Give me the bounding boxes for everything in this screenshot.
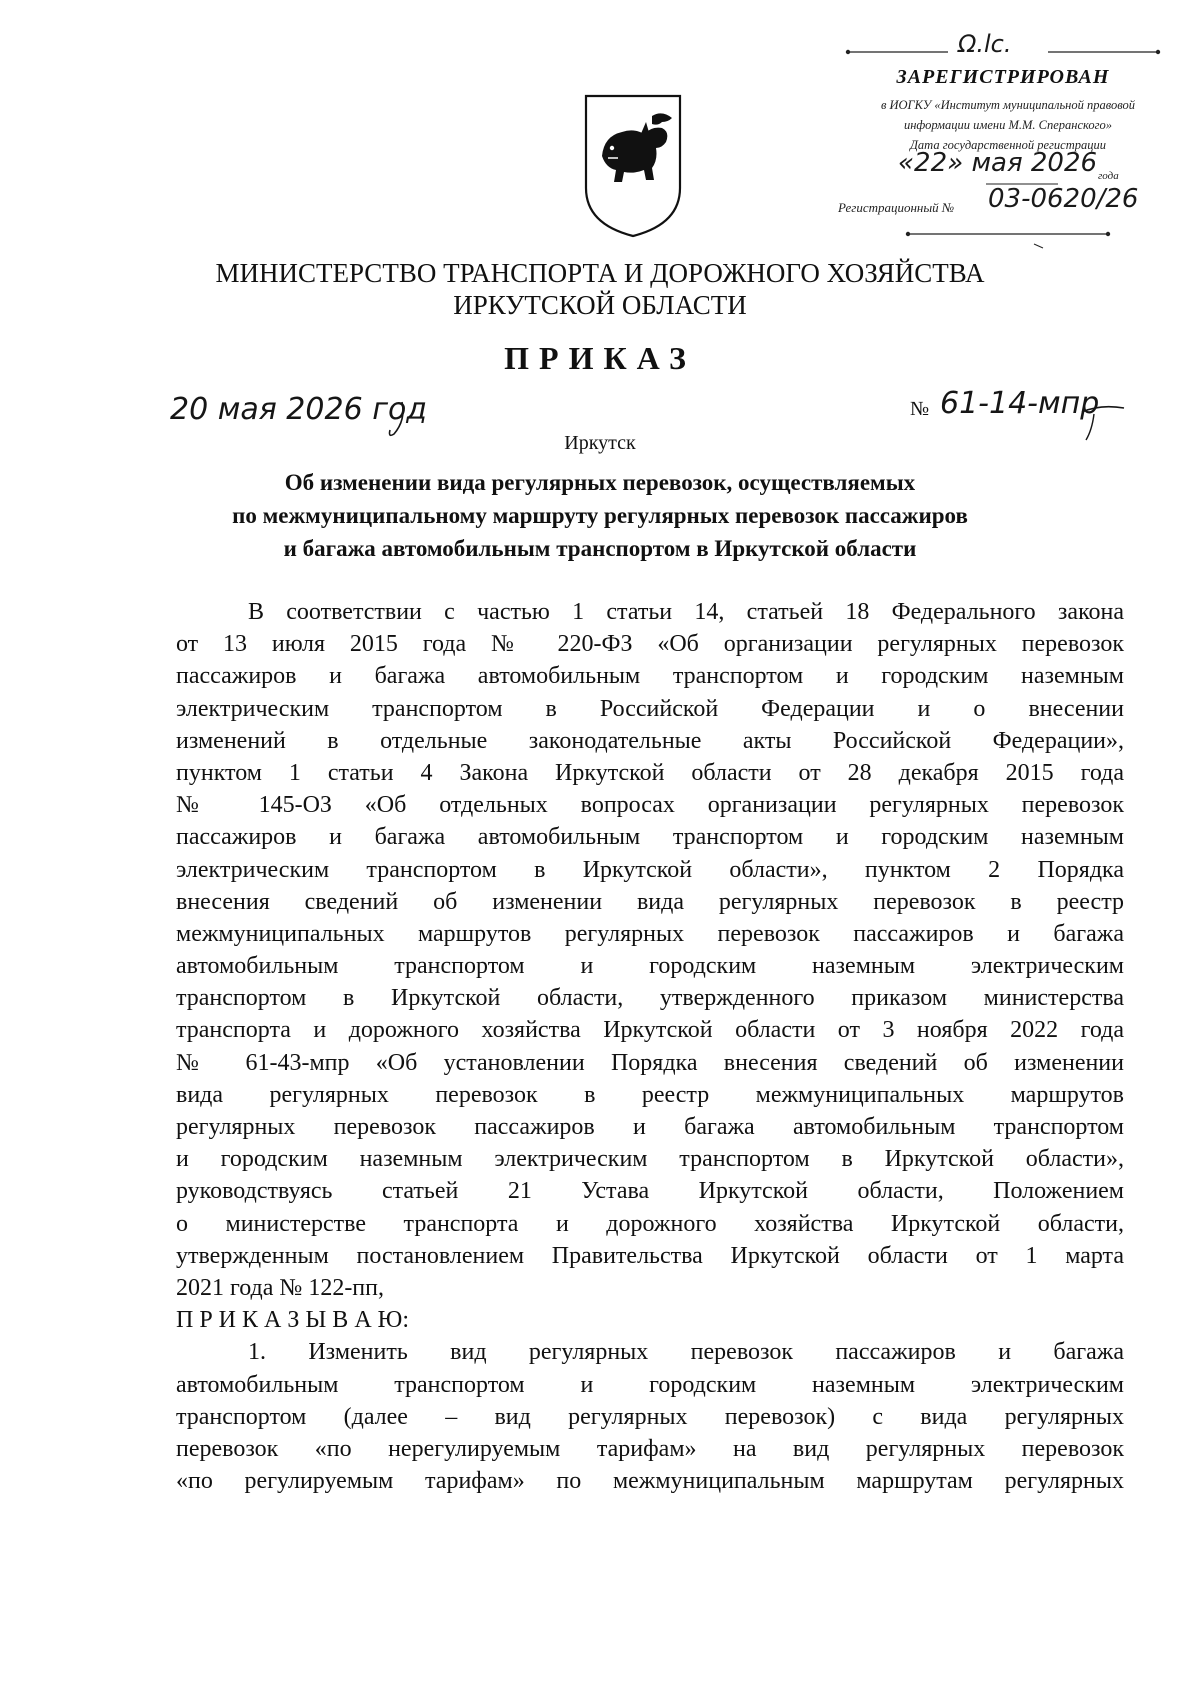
subject-line: по межмуниципальному маршруту регулярных перевозок пассажиров [232,503,968,528]
body-line: транспорта и дорожного хозяйства Иркутской области от 3 ноября 2022 года [176,1017,1124,1044]
stamp-reg-label: Регистрационный № [838,200,955,215]
subject-line: и багажа автомобильным транспортом в Иркутской области [283,536,917,561]
body-line: внесения сведений об изменении вида регулярных перевозок в реестр [176,888,1124,915]
stamp-registration-date: «22» мая 2026 [898,148,1098,178]
body-line: 2021 года № 122-пп, [176,1274,384,1301]
stamp-signature: Ω.lc. [958,30,1012,58]
body-line: регулярных перевозок пассажиров и багажа автомобильным транспортом [176,1114,1124,1140]
body-line: «по регулируемым тарифам» по межмуниципальным маршрутам регулярных [176,1468,1124,1495]
stamp-line: информации имени М.М. Сперанского» [903,118,1113,132]
registration-stamp [838,30,1178,256]
ministry-region: ИРКУТСКОЙ ОБЛАСТИ [453,290,747,320]
order-number-prefix: № [910,398,930,420]
stamp-line: в ИОГКУ «Институт муниципальной правовой [880,98,1136,112]
ministry-name: МИНИСТЕРСТВО ТРАНСПОРТА И ДОРОЖНОГО ХОЗЯЙСТВА [215,258,985,288]
body-line: вида регулярных перевозок в реестр межмуниципальных маршрутов [176,1081,1124,1108]
body-line: изменений в отдельные законодательные акты Российской Федерации», [176,727,1124,754]
coat-of-arms-emblem [582,92,684,240]
body-line: № 145-ОЗ «Об отдельных вопросах организации регулярных перевозок [176,792,1124,819]
stamp-title: ЗАРЕГИСТРИРОВАН [896,66,1110,88]
stamp-line: Дата государственной регистрации [909,138,1106,152]
stamp-registration-number: 03-0620/26 [988,184,1139,214]
body-line: электрическим транспортом в Российской Федерации и о внесении [176,695,1124,722]
body-line: электрическим транспортом в Иркутской области», пунктом 2 Порядка [176,856,1124,883]
document-body [176,596,1124,1497]
body-line: межмуниципальных маршрутов регулярных перевозок пассажиров и багажа [176,920,1124,947]
body-line: о министерстве транспорта и дорожного хозяйства Иркутской области, [176,1210,1124,1237]
order-date: 20 мая 2026 год [170,392,428,427]
document-type: ПРИКАЗ [504,340,696,376]
body-line: пассажиров и багажа автомобильным транспортом и городским наземным [176,824,1124,851]
body-line: транспортом в Иркутской области, утвержденного приказом министерства [176,985,1124,1012]
city: Иркутск [564,432,636,454]
body-line: руководствуясь статьей 21 Устава Иркутской области, Положением [176,1178,1124,1205]
order-decree-heading: П Р И К А З Ы В А Ю: [176,1307,409,1334]
body-line: от 13 июля 2015 года № 220-ФЗ «Об организации регулярных перевозок [176,631,1124,658]
body-line: В соответствии с частью 1 статьи 14, статьей 18 Федерального закона [248,599,1124,625]
body-line: утвержденным постановлением Правительства Иркутской области от 1 марта [176,1242,1124,1269]
body-line: пассажиров и багажа автомобильным транспортом и городским наземным [176,663,1124,690]
body-line: и городским наземным электрическим транспортом в Иркутской области», [176,1146,1124,1173]
body-line: перевозок «по нерегулируемым тарифам» на вид регулярных перевозок [176,1435,1124,1462]
body-line: автомобильным транспортом и городским наземным электрическим [176,953,1124,980]
subject-line: Об изменении вида регулярных перевозок, осуществляемых [284,470,916,495]
body-line: 1. Изменить вид регулярных перевозок пассажиров и багажа [248,1339,1124,1366]
body-line: автомобильным транспортом и городским наземным электрическим [176,1371,1124,1398]
body-line: № 61-43-мпр «Об установлении Порядка внесения сведений об изменении [176,1049,1124,1076]
order-number: 61-14-мпр [940,386,1100,421]
body-line: транспортом (далее – вид регулярных перевозок) с вида регулярных [176,1403,1124,1430]
stamp-date-suffix: года [1098,170,1119,182]
body-line: пунктом 1 статьи 4 Закона Иркутской области от 28 декабря 2015 года [176,759,1124,786]
